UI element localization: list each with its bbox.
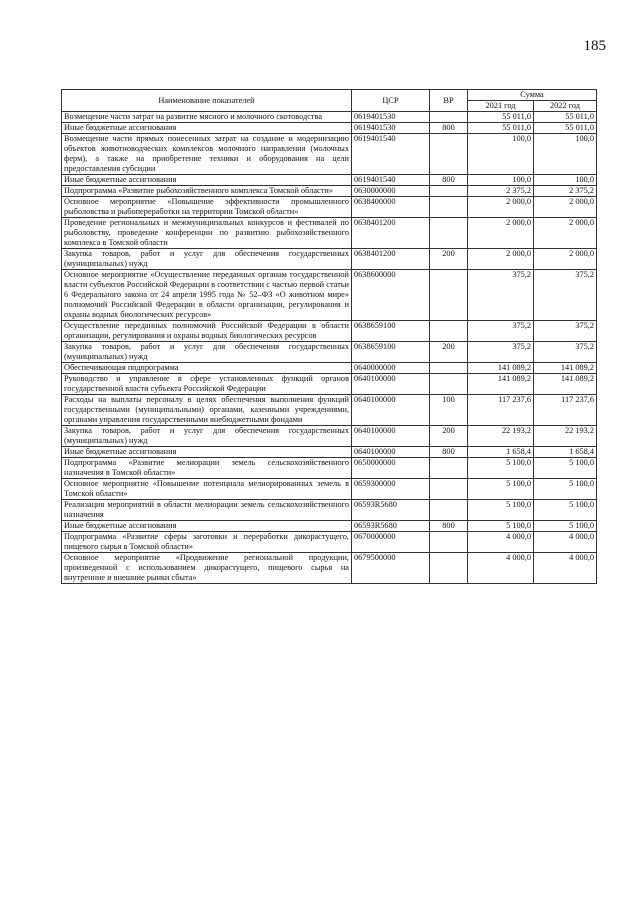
page-number: 185: [583, 38, 606, 54]
row-sum-2021: 55 011,0: [468, 123, 534, 134]
row-vr: 100: [430, 395, 468, 426]
row-vr: [430, 374, 468, 395]
row-vr: [430, 197, 468, 218]
row-csr: 0640100000: [352, 374, 430, 395]
row-name: Иные бюджетные ассигнования: [62, 447, 352, 458]
row-sum-2021: 2 000,0: [468, 197, 534, 218]
row-vr: 200: [430, 249, 468, 270]
row-sum-2022: 1 658,4: [534, 447, 597, 458]
row-csr: 0650000000: [352, 458, 430, 479]
row-sum-2021: 117 237,6: [468, 395, 534, 426]
row-sum-2022: 5 100,0: [534, 500, 597, 521]
row-name: Закупка товаров, работ и услуг для обеспечения государственных (муниципальных) нужд: [62, 426, 352, 447]
row-csr: 0640100000: [352, 426, 430, 447]
row-name: Закупка товаров, работ и услуг для обеспечения государственных (муниципальных) нужд: [62, 249, 352, 270]
table-row: [62, 363, 597, 374]
row-sum-2022: 375,2: [534, 270, 597, 321]
row-sum-2022: 117 237,6: [534, 395, 597, 426]
row-sum-2022: 4 000,0: [534, 553, 597, 584]
row-name: Подпрограмма «Развитие мелиорации земель сельскохозяйственного назначения в Томской области»: [62, 458, 352, 479]
row-sum-2021: 55 011,0: [468, 112, 534, 123]
row-csr: 0670000000: [352, 532, 430, 553]
row-csr: 0659300000: [352, 479, 430, 500]
row-sum-2021: 2 375,2: [468, 186, 534, 197]
row-vr: [430, 270, 468, 321]
row-csr: 0619401540: [352, 134, 430, 175]
row-name: Основное мероприятие «Повышение потенциала мелиорированных земель в Томской области»: [62, 479, 352, 500]
table-row: [62, 112, 597, 123]
row-vr: 800: [430, 175, 468, 186]
row-sum-2022: 2 000,0: [534, 249, 597, 270]
row-name: Возмещение части прямых понесенных затрат на создание и модернизацию объектов животноводческих комплексов молочного направления (молочных ферм), а также на приобретение техники и оборудования на цели предоставления субсидии: [62, 134, 352, 175]
row-sum-2021: 375,2: [468, 342, 534, 363]
row-vr: [430, 134, 468, 175]
row-sum-2022: 2 375,2: [534, 186, 597, 197]
row-sum-2021: 100,0: [468, 134, 534, 175]
row-name: Иные бюджетные ассигнования: [62, 175, 352, 186]
row-csr: 0679500000: [352, 553, 430, 584]
table-row: [62, 134, 597, 175]
table-row: [62, 218, 597, 249]
table-row: [62, 270, 597, 321]
row-csr: 0638401200: [352, 249, 430, 270]
row-sum-2022: 5 100,0: [534, 521, 597, 532]
row-csr: 0630000000: [352, 186, 430, 197]
table-row: [62, 426, 597, 447]
row-csr: 0619401540: [352, 175, 430, 186]
row-vr: [430, 186, 468, 197]
row-sum-2022: 5 100,0: [534, 458, 597, 479]
budget-table: [61, 89, 597, 584]
row-name: Проведение региональных и межмуниципальных конкурсов и фестивалей по рыболовству, проведение конференции по развитию рыбохозяйственного комплекса в Томской области: [62, 218, 352, 249]
row-name: Руководство и управление в сфере установленных функций органов государственной власти субъекта Российской Федерации: [62, 374, 352, 395]
header-csr: ЦСР: [352, 90, 430, 112]
row-sum-2022: 100,0: [534, 134, 597, 175]
row-name: Подпрограмма «Развитие сферы заготовки и переработки дикорастущего, пищевого сырья в Томской области»: [62, 532, 352, 553]
row-csr: 0619401530: [352, 123, 430, 134]
row-sum-2021: 1 658,4: [468, 447, 534, 458]
row-sum-2022: 100,0: [534, 175, 597, 186]
row-csr: 0638659100: [352, 321, 430, 342]
header-year-2021: 2021 год: [468, 101, 534, 112]
table-row: [62, 458, 597, 479]
row-csr: 0638600000: [352, 270, 430, 321]
row-vr: [430, 458, 468, 479]
row-name: Осуществление переданных полномочий Российской Федерации в области организации, регулирования и охраны водных биологических ресурсов: [62, 321, 352, 342]
row-csr: 0619401530: [352, 112, 430, 123]
table-row: [62, 500, 597, 521]
row-sum-2022: 375,2: [534, 342, 597, 363]
row-vr: [430, 479, 468, 500]
row-name: Основное мероприятие «Продвижение региональной продукции, произведенной с использованием дикорастущего, пищевого сырья на внутренние и внешние рынки сбыта»: [62, 553, 352, 584]
row-csr: 06593R5680: [352, 500, 430, 521]
row-vr: [430, 500, 468, 521]
table-row: [62, 321, 597, 342]
row-sum-2021: 141 089,2: [468, 363, 534, 374]
table-row: [62, 186, 597, 197]
row-csr: 0640100000: [352, 447, 430, 458]
table-row: [62, 342, 597, 363]
row-sum-2022: 55 011,0: [534, 123, 597, 134]
row-sum-2021: 4 000,0: [468, 532, 534, 553]
row-vr: 200: [430, 342, 468, 363]
table-body: [62, 112, 597, 584]
header-vr: ВР: [430, 90, 468, 112]
table-row: [62, 249, 597, 270]
row-name: Подпрограмма «Развитие рыбохозяйственного комплекса Томской области»: [62, 186, 352, 197]
row-vr: 800: [430, 447, 468, 458]
row-csr: 06593R5680: [352, 521, 430, 532]
row-csr: 0638659100: [352, 342, 430, 363]
table-row: [62, 175, 597, 186]
row-name: Возмещение части затрат на развитие мясного и молочного скотоводства: [62, 112, 352, 123]
row-vr: 800: [430, 521, 468, 532]
row-sum-2021: 375,2: [468, 321, 534, 342]
header-row: [62, 90, 597, 101]
row-vr: [430, 218, 468, 249]
row-sum-2022: 141 089,2: [534, 374, 597, 395]
row-name: Основное мероприятие «Повышение эффективности промышленного рыболовства и рыбопереработки на территории Томской области»: [62, 197, 352, 218]
table-row: [62, 374, 597, 395]
table-row: [62, 447, 597, 458]
row-sum-2021: 5 100,0: [468, 521, 534, 532]
row-csr: 0638400000: [352, 197, 430, 218]
table-row: [62, 479, 597, 500]
row-name: Расходы на выплаты персоналу в целях обеспечения выполнения функций государственными (муниципальными) органами, казенными учреждениями, органами управления государственными внебюджетными фондами: [62, 395, 352, 426]
row-name: Реализация мероприятий в области мелиорации земель сельскохозяйственного назначения: [62, 500, 352, 521]
row-sum-2021: 22 193,2: [468, 426, 534, 447]
row-sum-2021: 5 100,0: [468, 458, 534, 479]
table-row: [62, 553, 597, 584]
row-sum-2022: 4 000,0: [534, 532, 597, 553]
row-sum-2022: 375,2: [534, 321, 597, 342]
row-vr: [430, 553, 468, 584]
row-vr: 800: [430, 123, 468, 134]
row-sum-2021: 2 000,0: [468, 249, 534, 270]
row-sum-2021: 5 100,0: [468, 500, 534, 521]
row-sum-2022: 55 011,0: [534, 112, 597, 123]
row-vr: [430, 112, 468, 123]
row-sum-2022: 2 000,0: [534, 197, 597, 218]
row-vr: [430, 363, 468, 374]
table-row: [62, 197, 597, 218]
row-sum-2021: 375,2: [468, 270, 534, 321]
table-row: [62, 521, 597, 532]
row-sum-2022: 141 089,2: [534, 363, 597, 374]
row-csr: 0640000000: [352, 363, 430, 374]
row-csr: 0640100000: [352, 395, 430, 426]
table-row: [62, 123, 597, 134]
row-sum-2021: 4 000,0: [468, 553, 534, 584]
row-vr: [430, 321, 468, 342]
row-name: Закупка товаров, работ и услуг для обеспечения государственных (муниципальных) нужд: [62, 342, 352, 363]
header-sum: Сумма: [468, 90, 597, 101]
row-sum-2021: 2 000,0: [468, 218, 534, 249]
row-sum-2022: 22 193,2: [534, 426, 597, 447]
row-csr: 0638401200: [352, 218, 430, 249]
row-vr: 200: [430, 426, 468, 447]
table-row: [62, 532, 597, 553]
row-sum-2022: 5 100,0: [534, 479, 597, 500]
row-vr: [430, 532, 468, 553]
row-sum-2021: 141 089,2: [468, 374, 534, 395]
table-row: [62, 395, 597, 426]
row-name: Обеспечивающая подпрограмма: [62, 363, 352, 374]
row-sum-2021: 5 100,0: [468, 479, 534, 500]
header-name: Наименование показателей: [62, 90, 352, 112]
row-name: Иные бюджетные ассигнования: [62, 521, 352, 532]
row-sum-2022: 2 000,0: [534, 218, 597, 249]
row-name: Иные бюджетные ассигнования: [62, 123, 352, 134]
row-name: Основное мероприятие «Осуществление переданных органам государственной власти субъектов Российской Федерации в соответствии с частью первой статьи 6 Федерального закона от 24 апреля 1995 года № 52–ФЗ «О животном мире» полномочий Российской Федерации в области организации, регулирования и охраны водных биологических ресурсов»: [62, 270, 352, 321]
row-sum-2021: 100,0: [468, 175, 534, 186]
header-year-2022: 2022 год: [534, 101, 597, 112]
